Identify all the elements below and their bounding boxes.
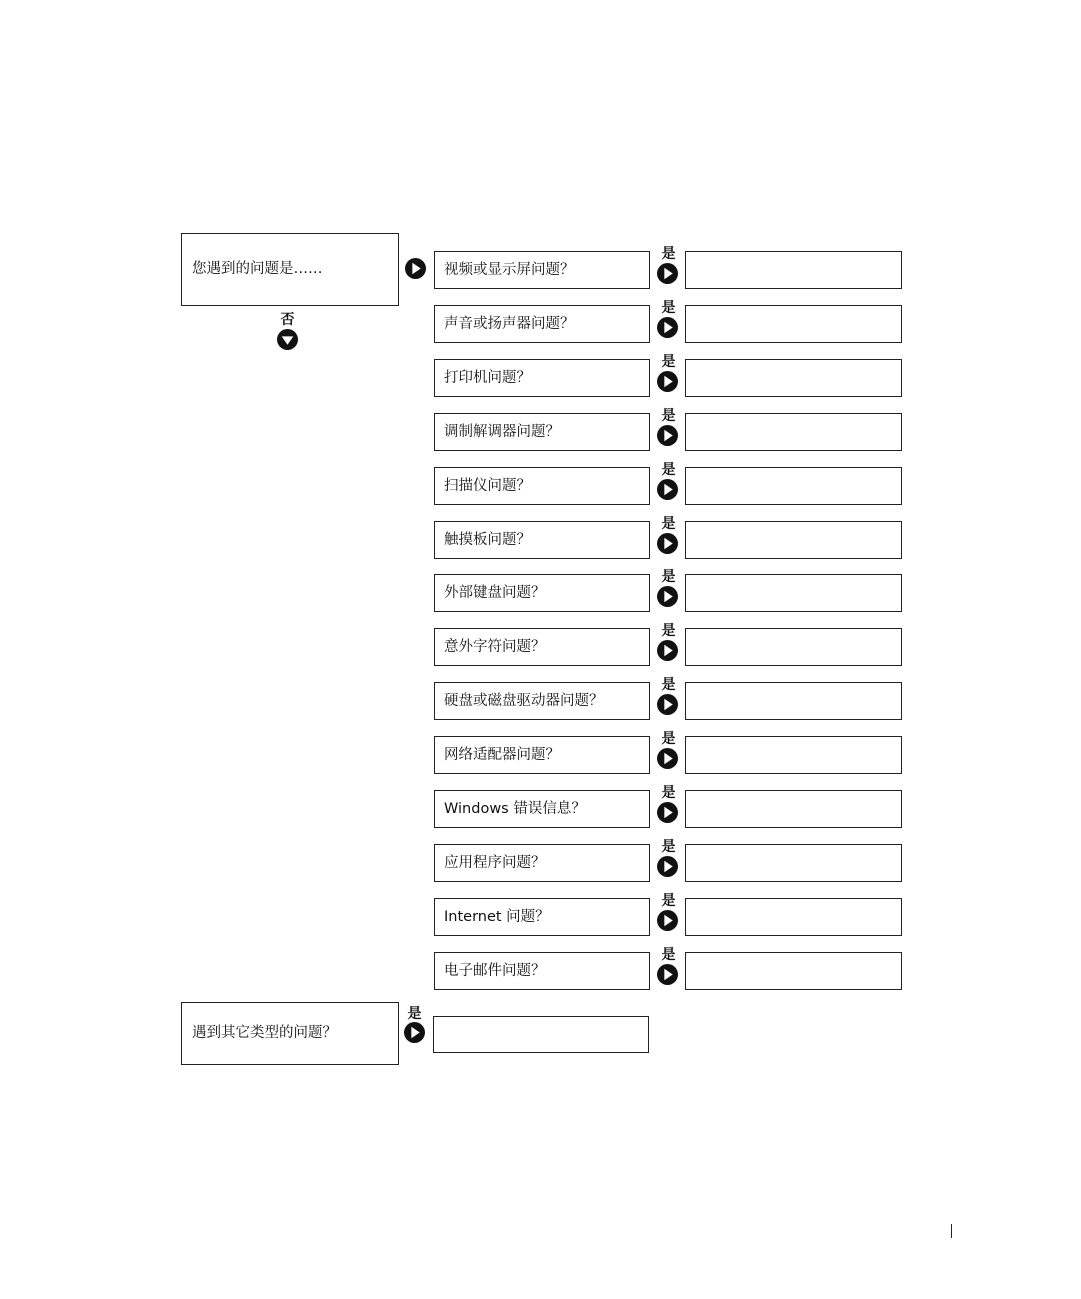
arrow-right-circle-icon: [657, 964, 678, 985]
question-box: [434, 790, 650, 828]
question-box: [434, 898, 650, 936]
answer-box: [685, 467, 902, 505]
question-box: [434, 305, 650, 343]
yes-label: 是: [661, 354, 676, 370]
answer-box: [685, 574, 902, 612]
arrow-right-circle-icon: [657, 317, 678, 338]
yes-label: 是: [661, 569, 676, 585]
arrow-right-circle-icon: [657, 748, 678, 769]
question-box: [434, 628, 650, 666]
answer-box: [685, 359, 902, 397]
answer-box: [685, 898, 902, 936]
question-box: [434, 736, 650, 774]
question-text: 调制解调器问题？: [444, 423, 560, 440]
question-box: [434, 574, 650, 612]
yes-label: 是: [661, 623, 676, 639]
question-text: 网络适配器问题？: [444, 746, 560, 763]
yes-label: 是: [407, 1006, 422, 1022]
arrow-right-circle-icon: [405, 258, 426, 279]
question-text: Windows 错误信息？: [444, 800, 586, 817]
answer-box: [685, 413, 902, 451]
question-text: 视频或显示屏问题？: [444, 261, 575, 278]
yes-label: 是: [661, 246, 676, 262]
answer-box: [685, 305, 902, 343]
arrow-right-circle-icon: [657, 694, 678, 715]
question-box: [434, 413, 650, 451]
question-box: [434, 682, 650, 720]
answer-box: [685, 790, 902, 828]
answer-box: [685, 251, 902, 289]
yes-label: 是: [661, 462, 676, 478]
yes-label: 是: [661, 731, 676, 747]
answer-box: [685, 682, 902, 720]
question-text: 电子邮件问题？: [444, 962, 546, 979]
yes-label: 是: [661, 947, 676, 963]
yes-label: 是: [661, 785, 676, 801]
question-box: [434, 844, 650, 882]
answer-box: [685, 952, 902, 990]
arrow-right-circle-icon: [657, 910, 678, 931]
yes-label: 是: [661, 893, 676, 909]
yes-label: 是: [661, 300, 676, 316]
question-text: 意外字符问题？: [444, 638, 546, 655]
question-box: [434, 359, 650, 397]
question-text: 打印机问题？: [444, 369, 531, 386]
page-number-rule: [951, 1224, 952, 1238]
question-text: Internet 问题？: [444, 908, 550, 925]
arrow-right-circle-icon: [657, 586, 678, 607]
other-problem-text: 遇到其它类型的问题？: [192, 1025, 337, 1042]
question-box: [434, 952, 650, 990]
question-text: 声音或扬声器问题？: [444, 315, 575, 332]
arrow-right-circle-icon: [657, 479, 678, 500]
answer-box: [685, 736, 902, 774]
arrow-right-circle-icon: [657, 263, 678, 284]
other-problem-box: [181, 1002, 399, 1065]
arrow-right-circle-icon: [404, 1022, 425, 1043]
question-text: 触摸板问题？: [444, 531, 531, 548]
start-question-box: [181, 233, 399, 306]
question-box: [434, 467, 650, 505]
arrow-right-circle-icon: [657, 802, 678, 823]
question-box: [434, 251, 650, 289]
yes-label: 是: [661, 677, 676, 693]
arrow-right-circle-icon: [657, 371, 678, 392]
start-question-text: 您遇到的问题是……: [192, 261, 323, 278]
question-text: 外部键盘问题？: [444, 584, 546, 601]
other-answer-box: [433, 1016, 649, 1053]
arrow-right-circle-icon: [657, 640, 678, 661]
question-text: 硬盘或磁盘驱动器问题？: [444, 692, 604, 709]
question-text: 扫描仪问题？: [444, 477, 531, 494]
arrow-right-circle-icon: [657, 533, 678, 554]
answer-box: [685, 521, 902, 559]
answer-box: [685, 844, 902, 882]
arrow-down-circle-icon: [277, 329, 298, 350]
yes-label: 是: [661, 516, 676, 532]
question-box: [434, 521, 650, 559]
yes-label: 是: [661, 839, 676, 855]
no-label: 否: [280, 312, 295, 328]
arrow-right-circle-icon: [657, 425, 678, 446]
question-text: 应用程序问题？: [444, 854, 546, 871]
arrow-right-circle-icon: [657, 856, 678, 877]
answer-box: [685, 628, 902, 666]
yes-label: 是: [661, 408, 676, 424]
